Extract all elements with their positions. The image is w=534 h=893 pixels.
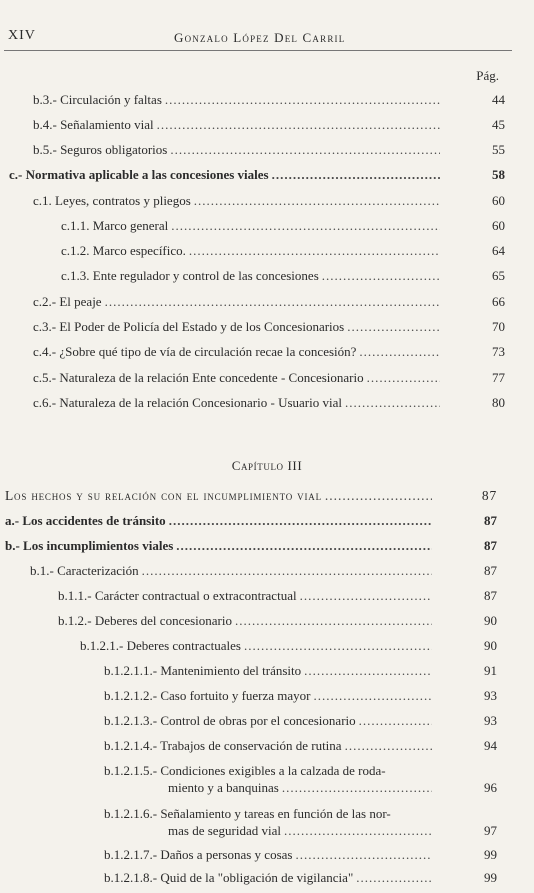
toc-entry-line2: miento y a banquinas ..... 96 (168, 780, 435, 796)
toc-entry-line2: mas de seguridad vial ..... 97 (168, 823, 435, 839)
toc-entry: b.4.- Señalamiento vial ..... 45 (33, 117, 443, 133)
toc-entry-section: b.- Los incumplimientos viales ..... 87 (5, 538, 435, 554)
toc-entry: b.1.2.1.- Deberes contractuales ..... 90 (80, 638, 435, 654)
toc-entry: c.1.3. Ente regulador y control de las concesiones ..... 65 (61, 268, 443, 284)
toc-entry: b.3.- Circulación y faltas ..... 44 (33, 92, 443, 108)
toc-entry: b.1.2.1.7.- Daños a personas y cosas ..... 99 (104, 847, 435, 863)
toc-entry: b.1.2.1.8.- Quid de la "obligación de vigilancia" ..... 99 (104, 870, 435, 886)
toc-entry: b.1.1.- Carácter contractual o extracontractual ..... 87 (58, 588, 435, 604)
toc-entry-section: a.- Los accidentes de tránsito ..... 87 (5, 513, 435, 529)
toc-entry: b.1.2.1.3.- Control de obras por el concesionario ..... 93 (104, 713, 435, 729)
toc-entry: b.5.- Seguros obligatorios ..... 55 (33, 142, 443, 158)
toc-entry-line1: b.1.2.1.5.- Condiciones exigibles a la calzada de roda- (104, 763, 386, 778)
toc-entry: b.1.2.1.1.- Mantenimiento del tránsito ..... 91 (104, 663, 435, 679)
toc-entry: c.2.- El peaje ..... 66 (33, 294, 443, 310)
toc-entry: c.1. Leyes, contratos y pliegos ..... 60 (33, 193, 443, 209)
toc-entry: c.4.- ¿Sobre qué tipo de vía de circulación recae la concesión? ..... 73 (33, 344, 443, 360)
running-author: Gonzalo López Del Carril (174, 30, 346, 45)
toc-entry: c.5.- Naturaleza de la relación Ente concedente - Concesionario ..... 77 (33, 370, 443, 386)
toc-entry: c.1.2. Marco específico. ..... 64 (61, 243, 443, 259)
toc-entry-multiline (104, 763, 497, 795)
page-number: XIV (8, 28, 36, 43)
toc-entry: b.1.- Caracterización ..... 87 (30, 563, 435, 579)
toc-entry-line1: b.1.2.1.6.- Señalamiento y tareas en función de las nor- (104, 806, 391, 821)
toc-entry-multiline (104, 806, 497, 838)
toc-entry: b.1.2.- Deberes del concesionario ..... 90 (58, 613, 435, 629)
running-header (4, 28, 512, 51)
page-column-label: Pág. (476, 68, 499, 83)
toc-entry: c.1.1. Marco general ..... 60 (61, 218, 443, 234)
toc-entry: c.6.- Naturaleza de la relación Concesionario - Usuario vial ..... 80 (33, 395, 443, 411)
toc-entry: b.1.2.1.4.- Trabajos de conservación de rutina ..... 94 (104, 738, 435, 754)
toc-entry: b.1.2.1.2.- Caso fortuito y fuerza mayor ..... 93 (104, 688, 435, 704)
toc-entry: c.3.- El Poder de Policía del Estado y de los Concesionarios ..... 70 (33, 319, 443, 335)
toc-entry-section: c.- Normativa aplicable a las concesiones viales ..... 58 (9, 167, 443, 183)
toc-entry-chapter-title: Los hechos y su relación con el incumplimiento vial ..... 87 (5, 488, 435, 504)
chapter-heading: Capítulo III (231, 458, 303, 473)
